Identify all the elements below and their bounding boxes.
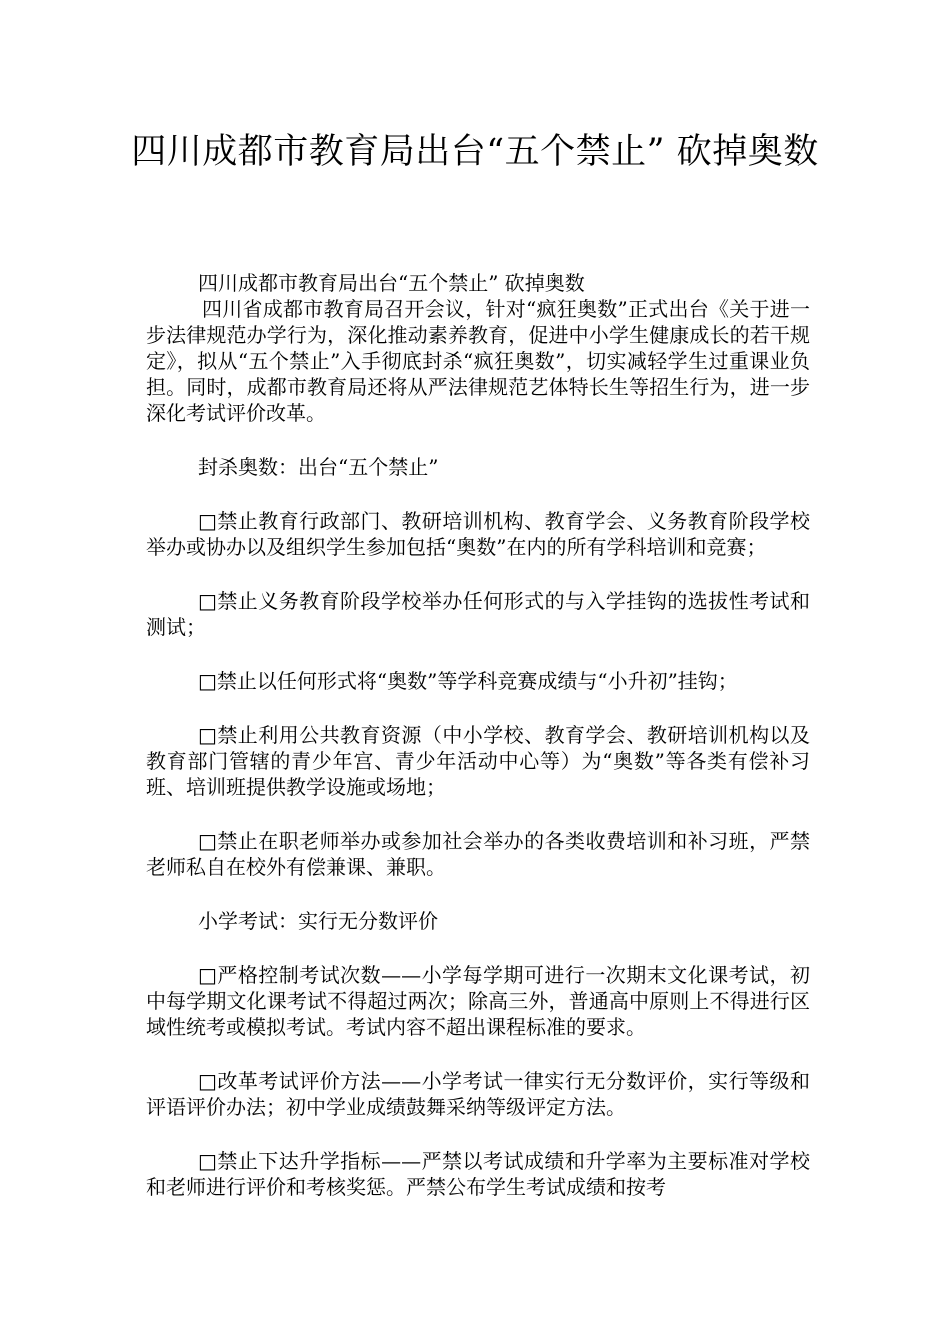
list-item-exam-1: □严格控制考试次数——小学每学期可进行一次期末文化课考试，初中每学期文化课考试不得超过两次；除高三外，普通高中原则上不得进行区域性统考或模拟考试。考试内容不超出课程标准的要求。 — [146, 963, 810, 1039]
document-body — [146, 270, 810, 1200]
list-item-ban-3: □禁止以任何形式将“奥数”等学科竞赛成绩与“小升初”挂钩； — [198, 669, 738, 693]
section-heading-no-score: 小学考试：实行无分数评价 — [198, 909, 438, 933]
list-item-ban-5: □禁止在职老师举办或参加社会举办的各类收费培训和补习班，严禁老师私自在校外有偿兼课、兼职。 — [146, 829, 810, 879]
list-item-ban-1: □禁止教育行政部门、教研培训机构、教育学会、义务教育阶段学校举办或协办以及组织学生参加包括“奥数”在内的所有学科培训和竞赛； — [146, 509, 810, 559]
list-item-ban-2: □禁止义务教育阶段学校举办任何形式的与入学挂钩的选拔性考试和测试； — [146, 589, 810, 639]
list-item-ban-4: □禁止利用公共教育资源（中小学校、教育学会、教研培训机构以及教育部门管辖的青少年宫、青少年活动中心等）为“奥数”等各类有偿补习班、培训班提供教学设施或场地； — [146, 723, 810, 799]
paragraph-intro: 四川省成都市教育局召开会议，针对“疯狂奥数”正式出台《关于进一步法律规范办学行为，深化推动素养教育，促进中小学生健康成长的若干规定》，拟从“五个禁止”入手彻底封杀“疯狂奥数”，切实减轻学生过重课业负担。同时，成都市教育局还将从严法律规范艺体特长生等招生行为，进一步深化考试评价改革。 — [146, 297, 810, 425]
paragraph-heading: 四川成都市教育局出台“五个禁止” 砍掉奥数 — [198, 271, 585, 295]
list-item-exam-2: □改革考试评价方法——小学考试一律实行无分数评价，实行等级和评语评价办法；初中学业成绩鼓舞采纳等级评定方法。 — [146, 1069, 810, 1119]
list-item-exam-3: □禁止下达升学指标——严禁以考试成绩和升学率为主要标准对学校和老师进行评价和考核奖惩。严禁公布学生考试成绩和按考 — [146, 1149, 810, 1199]
document-title: 四川成都市教育局出台“五个禁止” 砍掉奥数 — [131, 132, 819, 172]
section-heading-ban-olympiad: 封杀奥数：出台“五个禁止” — [198, 455, 439, 479]
